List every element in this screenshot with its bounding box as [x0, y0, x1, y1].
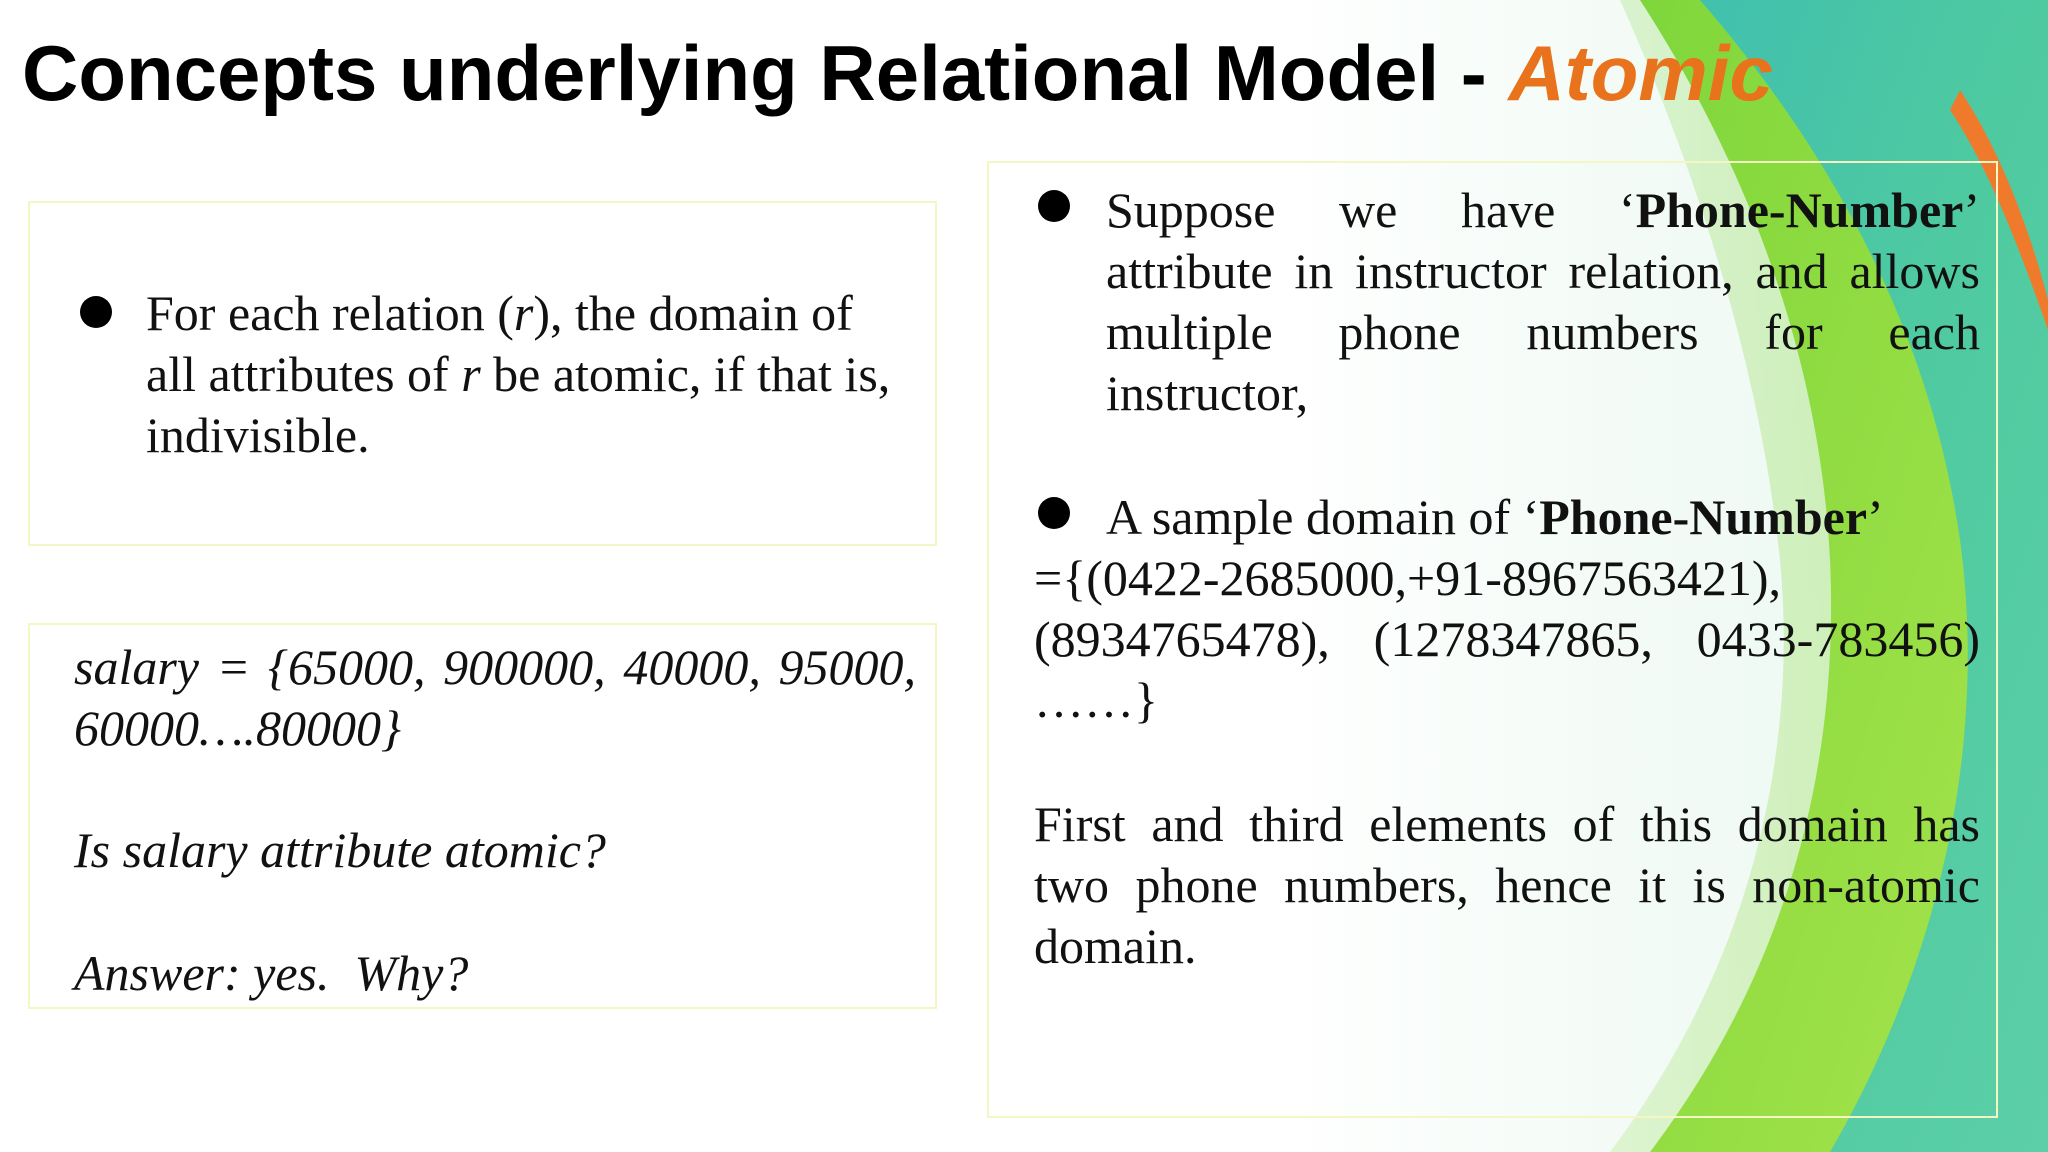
phone-b2-line-1 — [1106, 487, 1884, 548]
definition-line-1-pre: For each relation ( — [146, 285, 514, 341]
phone-b2-line-4: ……} — [1034, 672, 1158, 728]
definition-var-r-2: r — [461, 346, 481, 402]
slide-title — [22, 28, 1773, 118]
phone-number-bold-2: Phone-Number — [1539, 489, 1868, 545]
definition-line-3: indivisible. — [146, 407, 370, 463]
definition-line-1-post: ), the domain of — [533, 285, 853, 341]
phone-b1-line-1 — [1106, 180, 1980, 241]
phone-para-line-2: two phone numbers, hence it is non-atomic — [1034, 857, 1980, 913]
salary-answer: Answer: yes. Why? — [74, 945, 469, 1001]
phone-para-line-3: domain. — [1034, 918, 1197, 974]
definition-line-2-pre: all attributes of — [146, 346, 462, 402]
phone-b1-line-2: attribute in instructor relation, and allows — [1106, 243, 1980, 299]
bullet-icon — [80, 296, 112, 328]
phone-b1-line-1-pre: Suppose we have ‘ — [1106, 182, 1636, 238]
definition-var-r: r — [513, 285, 534, 341]
phone-number-bold: Phone-Number — [1635, 182, 1964, 238]
phone-para-line-1: First and third elements of this domain has — [1034, 796, 1980, 852]
salary-line-1: salary = {65000, 900000, 40000, 95000, — [74, 639, 916, 695]
phone-b1-line-3: multiple phone numbers for each — [1106, 304, 1980, 360]
definition-line-1 — [146, 283, 853, 344]
title-main: Concepts underlying Relational Model - — [22, 29, 1509, 117]
phone-b2-line-1-pre: A sample domain of ‘ — [1106, 489, 1540, 545]
salary-line-2: 60000….80000} — [74, 700, 401, 756]
phone-b2-line-2: ={(0422-2685000,+91-8967563421), — [1034, 550, 1781, 606]
phone-b1-line-1-post: ’ — [1963, 182, 1980, 238]
salary-question: Is salary attribute atomic? — [74, 822, 606, 878]
phone-b2-line-3: (8934765478), (1278347865, 0433-783456) — [1034, 611, 1980, 667]
phone-b2-line-1-post: ’ — [1867, 489, 1884, 545]
bullet-icon — [1038, 190, 1070, 222]
definition-line-2-post: be atomic, if that is, — [480, 346, 891, 402]
title-accent: Atomic — [1508, 29, 1773, 117]
bullet-icon — [1038, 497, 1070, 529]
definition-line-2 — [146, 344, 890, 405]
phone-b1-line-4: instructor, — [1106, 365, 1309, 421]
